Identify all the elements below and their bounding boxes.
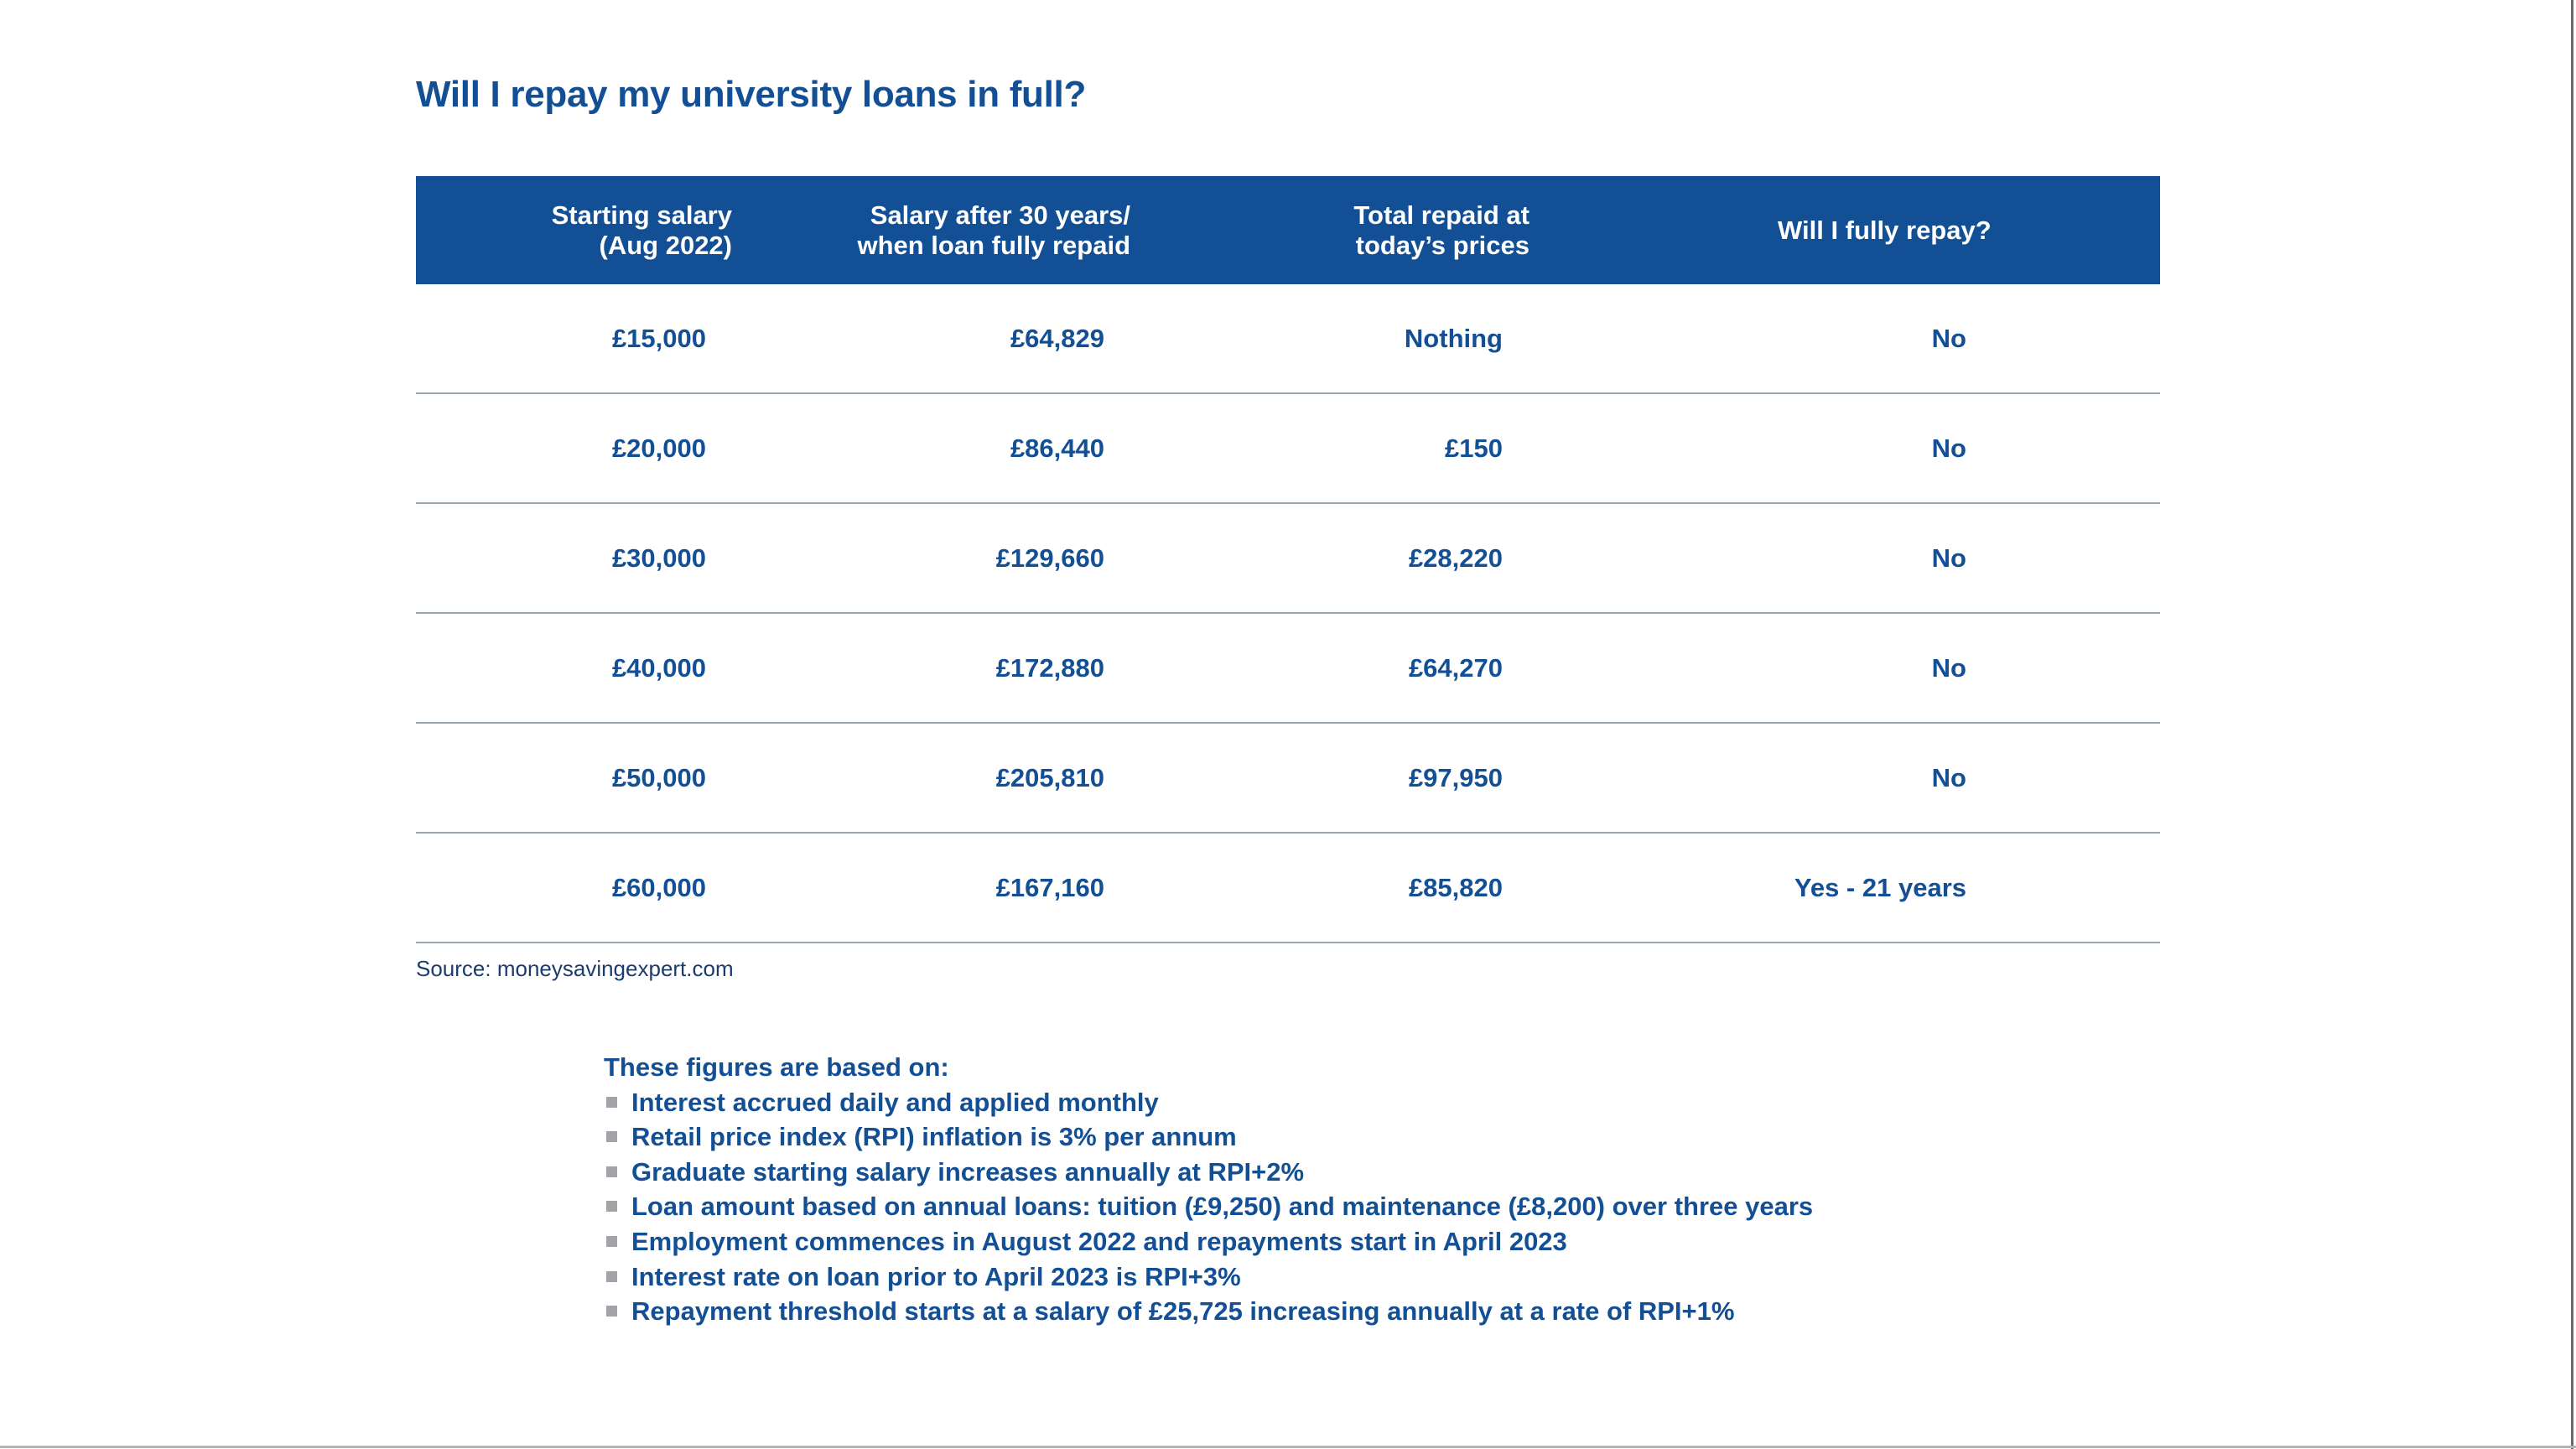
header-line: Will I fully repay? (1778, 215, 1992, 245)
loan-repayment-table (416, 176, 2160, 943)
header-salary-after-30-years (857, 176, 1130, 284)
square-bullet-icon (606, 1166, 617, 1177)
square-bullet-icon (606, 1201, 617, 1212)
notes-item (604, 1224, 1813, 1259)
page-right-border (2571, 0, 2573, 1449)
cell-starting-salary: £40,000 (611, 653, 706, 683)
table-row (416, 394, 2160, 504)
square-bullet-icon (606, 1236, 617, 1247)
table-header (416, 176, 2160, 284)
notes-list (604, 1085, 1813, 1329)
cell-total-repaid: £97,950 (1408, 763, 1503, 792)
cell-salary-after-30-years: £167,160 (995, 873, 1104, 902)
page-title: Will I repay my university loans in full? (416, 74, 1087, 115)
page-bottom-border (0, 1446, 2576, 1448)
notes-item (604, 1119, 1813, 1155)
notes-item-text: Graduate starting salary increases annually at RPI+2% (631, 1156, 1305, 1187)
cell-starting-salary: £15,000 (611, 324, 706, 353)
cell-starting-salary: £60,000 (611, 873, 706, 902)
notes-item-text: Interest accrued daily and applied monthly (631, 1087, 1159, 1117)
cell-total-repaid: Nothing (1404, 324, 1503, 353)
cell-starting-salary: £20,000 (611, 434, 706, 463)
cell-total-repaid: £28,220 (1408, 543, 1503, 573)
cell-salary-after-30-years: £86,440 (1010, 434, 1104, 463)
cell-will-fully-repay: Yes - 21 years (1794, 873, 1966, 902)
cell-salary-after-30-years: £129,660 (995, 543, 1104, 573)
notes-item (604, 1294, 1813, 1329)
table-row (416, 834, 2160, 943)
notes-item-text: Retail price index (RPI) inflation is 3% per annum (631, 1122, 1237, 1152)
assumptions-notes (604, 1050, 1813, 1329)
notes-item (604, 1155, 1813, 1190)
cell-will-fully-repay: No (1931, 653, 1966, 683)
table-body (416, 284, 2160, 943)
header-line: Total repaid at (1353, 200, 1530, 230)
header-line: Starting salary (551, 200, 732, 230)
notes-item-text: Loan amount based on annual loans: tuition (£9,250) and maintenance (£8,200) over three years (631, 1192, 1814, 1222)
table-row (416, 614, 2160, 724)
header-line: today’s prices (1355, 230, 1530, 260)
cell-salary-after-30-years: £64,829 (1010, 324, 1104, 353)
cell-starting-salary: £30,000 (611, 543, 706, 573)
table-row (416, 284, 2160, 394)
cell-total-repaid: £64,270 (1408, 653, 1503, 683)
notes-item-text: Interest rate on loan prior to April 2023 is RPI+3% (631, 1261, 1241, 1291)
square-bullet-icon (606, 1131, 617, 1142)
cell-will-fully-repay: No (1931, 543, 1966, 573)
table-row (416, 504, 2160, 614)
cell-will-fully-repay: No (1931, 324, 1966, 353)
header-line: Salary after 30 years/ (870, 200, 1130, 230)
notes-item (604, 1189, 1813, 1224)
cell-will-fully-repay: No (1931, 763, 1966, 792)
square-bullet-icon (606, 1306, 617, 1317)
header-line: (Aug 2022) (599, 230, 732, 260)
notes-heading: These figures are based on: (604, 1052, 949, 1082)
table-row (416, 724, 2160, 834)
notes-item-text: Employment commences in August 2022 and repayments start in April 2023 (631, 1226, 1567, 1256)
header-will-i-fully-repay (1778, 176, 1992, 284)
header-starting-salary (552, 176, 732, 284)
cell-total-repaid: £150 (1445, 434, 1503, 463)
cell-starting-salary: £50,000 (611, 763, 706, 792)
notes-item (604, 1085, 1813, 1120)
notes-item (604, 1259, 1813, 1295)
header-total-repaid (1353, 176, 1530, 284)
cell-salary-after-30-years: £205,810 (995, 763, 1104, 792)
source-note: Source: moneysavingexpert.com (416, 956, 734, 981)
cell-will-fully-repay: No (1931, 434, 1966, 463)
cell-total-repaid: £85,820 (1408, 873, 1503, 902)
square-bullet-icon (606, 1271, 617, 1282)
square-bullet-icon (606, 1097, 617, 1108)
header-line: when loan fully repaid (857, 230, 1130, 260)
cell-salary-after-30-years: £172,880 (995, 653, 1104, 683)
notes-item-text: Repayment threshold starts at a salary of £25,725 increasing annually at a rate of RPI+1% (631, 1296, 1735, 1327)
